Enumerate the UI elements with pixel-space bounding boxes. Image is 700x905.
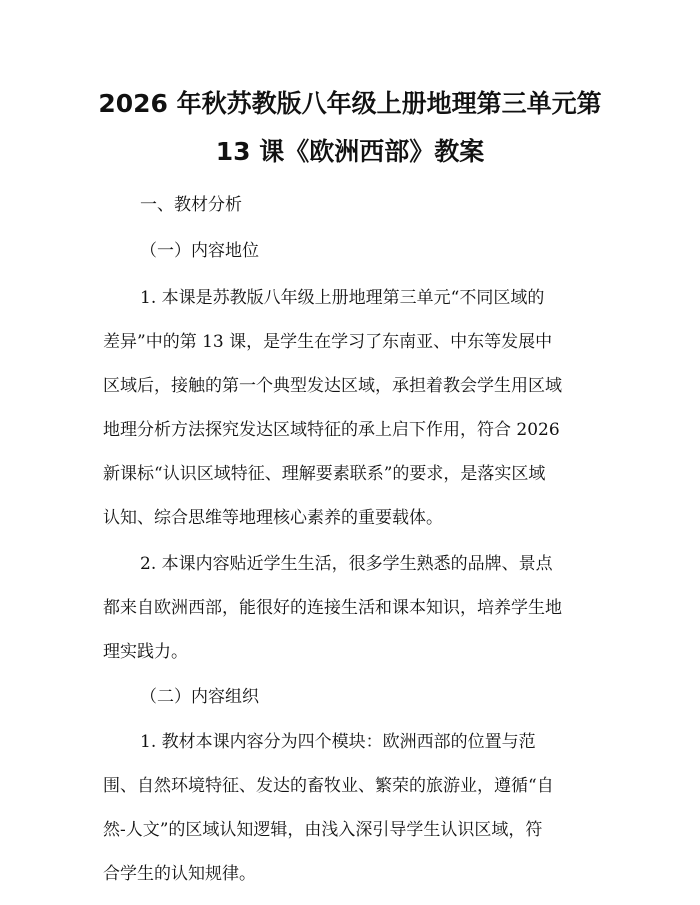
subsection-heading-content-organization: （二）内容组织 — [140, 687, 259, 707]
subsection-heading-content-position: （一）内容地位 — [140, 241, 259, 261]
paragraph-line: 新课标“认识区域特征、理解要素联系”的要求，是落实区域 — [103, 464, 546, 484]
paragraph-line: 认知、综合思维等地理核心素养的重要载体。 — [103, 508, 443, 528]
paragraph-line: 差异”中的第 13 课，是学生在学习了东南亚、中东等发展中 — [103, 332, 553, 352]
paragraph-line: 围、自然环境特征、发达的畜牧业、繁荣的旅游业，遵循“自 — [103, 776, 554, 796]
paragraph-line: 合学生的认知规律。 — [103, 864, 256, 884]
paragraph-line: 都来自欧洲西部，能很好的连接生活和课本知识，培养学生地 — [103, 598, 562, 618]
paragraph-line: 地理分析方法探究发达区域特征的承上启下作用，符合 2026 — [103, 420, 560, 440]
paragraph-line: 区域后，接触的第一个典型发达区域，承担着教会学生用区域 — [103, 376, 562, 396]
paragraph-line: 然-人文”的区域认知逻辑，由浅入深引导学生认识区域，符 — [103, 820, 543, 840]
paragraph-line: 2. 本课内容贴近学生生活，很多学生熟悉的品牌、景点 — [140, 554, 553, 574]
paragraph-line: 1. 教材本课内容分为四个模块：欧洲西部的位置与范 — [140, 732, 536, 752]
document-title-line-1: 2026 年秋苏教版八年级上册地理第三单元第 — [98, 89, 602, 118]
paragraph-line: 1. 本课是苏教版八年级上册地理第三单元“不同区域的 — [140, 288, 545, 308]
document-title-line-2: 13 课《欧洲西部》教案 — [215, 137, 485, 166]
paragraph-line: 理实践力。 — [103, 642, 188, 662]
section-heading-teaching-material-analysis: 一、教材分析 — [140, 195, 242, 215]
